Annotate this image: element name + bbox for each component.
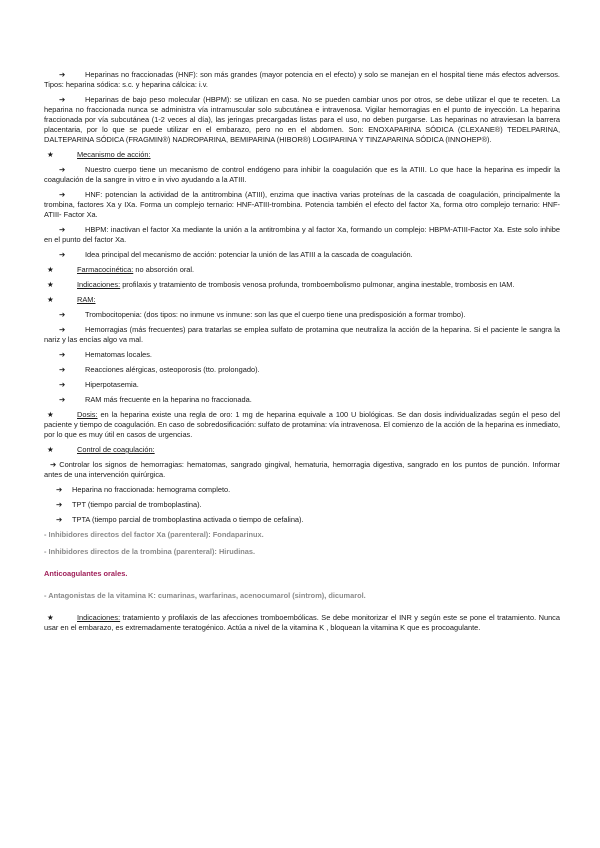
paragraph-indicaciones xyxy=(44,280,560,290)
paragraph-dosis xyxy=(44,410,560,440)
indicaciones-title: Indicaciones: xyxy=(77,280,121,289)
arrow-icon: ➔ xyxy=(59,70,66,79)
text-hnf: Heparinas no fraccionadas (HNF): son más grandes (mayor potencia en el efecto) y solo se manejan en el hospital tiene más efectos adversos. Tipos: heparina sódica: s.c. y heparina cálcica: i.v. xyxy=(44,70,560,89)
arrow-icon: ➔ xyxy=(59,190,66,199)
star-icon: ★ xyxy=(47,280,54,289)
arrow-icon: ➔ xyxy=(56,500,63,509)
heading-mecanismo xyxy=(44,150,560,160)
star-icon: ★ xyxy=(47,295,54,304)
arrow-icon: ➔ xyxy=(59,250,66,259)
inhibidores-trombina: - Inhibidores directos de la trombina (parenteral): Hirudinas. xyxy=(44,547,256,556)
arrow-icon: ➔ xyxy=(59,380,66,389)
arrow-icon: ➔ xyxy=(59,395,66,404)
arrow-icon: ➔ xyxy=(59,325,66,334)
control-item xyxy=(44,460,560,480)
arrow-icon: ➔ xyxy=(59,310,66,319)
arrow-icon: ➔ xyxy=(59,225,66,234)
arrow-icon: ➔ xyxy=(59,95,66,104)
indicaciones-orales-title: Indicaciones: xyxy=(77,613,121,622)
ram-text: Reacciones alérgicas, osteoporosis (tto. prolongado). xyxy=(85,365,260,374)
indicaciones-orales-text: tratamiento y profilaxis de las afecciones tromboembólicas. Se debe monitorizar el INR y según este se pone el tratamiento. Nunca usar en el embarazo, es extremadamente teratogénico. Actúa a nivel de la vitamina K , bloquean la vitamina K que es procoagulante. xyxy=(44,613,560,632)
text-mecanismo-hbpm: HBPM: inactivan el factor Xa mediante la unión a la antitrombina y al factor Xa, formando un complejo: HBPM-ATIII-Factor Xa. Este solo inhibe en el punto del factor Xa. xyxy=(44,225,560,244)
control-text: Controlar los signos de hemorragias: hematomas, sangrado gingival, hematuria, hemorragia digestiva, sangrado en los puntos de punción. Informar antes de una intervención quirúrgica. xyxy=(44,460,560,479)
control-title: Control de coagulación: xyxy=(77,445,155,454)
control-item xyxy=(44,515,560,525)
ram-title: RAM: xyxy=(77,295,96,304)
arrow-icon: ➔ xyxy=(50,460,57,469)
control-text: TPT (tiempo parcial de tromboplastina). xyxy=(72,500,202,509)
antagonistas-vitamina-k: - Antagonistas de la vitamina K: cumarinas, warfarinas, acenocumarol (sintrom), dicumarol. xyxy=(44,591,366,600)
paragraph-mecanismo-hnf xyxy=(44,190,560,220)
control-text: Heparina no fraccionada: hemograma completo. xyxy=(72,485,231,494)
star-icon: ★ xyxy=(47,613,54,622)
ram-text: Hemorragias (más frecuentes) para tratarlas se emplea sulfato de protamina que neutraliza la acción de la heparina. Si el paciente le sangra la nariz y las encías algo va mal. xyxy=(44,325,560,344)
ram-text: Hiperpotasemia. xyxy=(85,380,139,389)
heading-ram xyxy=(44,295,560,305)
ram-text: Hematomas locales. xyxy=(85,350,152,359)
ram-item xyxy=(44,365,560,375)
text-mecanismo-hnf: HNF: potencian la actividad de la antitrombina (ATIII), enzima que inactiva varias proteínas de la cascada de coagulación, principalmente la trombina, factores Xa y IXa. Forma un complejo ternario: HNF-ATIII-trombina. Potencia también el efecto del factor Xa, forma otro complejo ternario: HNF-ATIII- Factor Xa. xyxy=(44,190,560,219)
paragraph-mecanismo-hbpm xyxy=(44,225,560,245)
ram-item xyxy=(44,350,560,360)
text-mecanismo-1: Nuestro cuerpo tiene un mecanismo de control endógeno para inhibir la coagulación que es la ATIII. Lo que hace la heparina es impedir la coagulación de la sangre in vitro e in vivo ayudando a la ATIII. xyxy=(44,165,560,184)
paragraph-farmacocinetica xyxy=(44,265,560,275)
arrow-icon: ➔ xyxy=(56,515,63,524)
indicaciones-text: profilaxis y tratamiento de trombosis venosa profunda, tromboembolismo pulmonar, angina inestable, trombosis en IAM. xyxy=(120,280,515,289)
arrow-icon: ➔ xyxy=(56,485,63,494)
farmacocinetica-title: Farmacocinética: xyxy=(77,265,134,274)
dosis-title: Dosis: xyxy=(77,410,98,419)
star-icon: ★ xyxy=(47,445,54,454)
control-text: TPTA (tiempo parcial de tromboplastina activada o tiempo de cefalina). xyxy=(72,515,304,524)
star-icon: ★ xyxy=(47,150,54,159)
paragraph-hbpm xyxy=(44,95,560,145)
anticoagulantes-orales-heading: Anticoagulantes orales. xyxy=(44,569,128,578)
ram-item xyxy=(44,380,560,390)
ram-item xyxy=(44,310,560,320)
text-hbpm: Heparinas de bajo peso molecular (HBPM): se utilizan en casa. No se pueden cambiar unos por otros, se debe utilizar el que te receten. La heparina no fraccionada nunca se administra vía intramuscular solo subcutánea e intravenosa. Vigilar hemorragias en el punto de inyección. La heparina fraccionada por vía subcutánea (1-2 veces al día), las jeringas precargadas listas para el uso, no deben purgarse. Las heparinas no atraviesan la barrera placentaria, por lo que se puede utilizar en el embarazo, pero no en el abdomen. Son: ENOXAPARINA SÓDICA (CLEXANE®) TEDELPARINA, DALTEPARINA SÓDICA (FRAGMIN®) NADROPARINA, BEMIPARINA (HIBOR®) LOGIPARINA Y TINZAPARINA SÓDICA (INNOHEP®). xyxy=(44,95,560,144)
ram-text: RAM más frecuente en la heparina no fraccionada. xyxy=(85,395,252,404)
ram-item xyxy=(44,325,560,345)
ram-text: Trombocitopenia: (dos tipos: no inmune vs inmune: son las que el cuerpo tiene una predisposición a formar trombo). xyxy=(85,310,466,319)
paragraph-indicaciones-orales xyxy=(44,613,560,633)
mecanismo-title: Mecanismo de acción: xyxy=(77,150,151,159)
dosis-text: en la heparina existe una regla de oro: 1 mg de heparina equivale a 100 U biológicas. Se dan dosis individualizadas según el peso del paciente y tiempo de coagulación. En caso de sobredosificación: sulfato de protamina: vía intravenosa. El comienzo de la acción de la heparina es inmediato, por lo que es muy útil en casos de urgencias. xyxy=(44,410,561,439)
inhibidores-factor-xa: - Inhibidores directos del factor Xa (parenteral): Fondaparinux. xyxy=(44,530,264,539)
ram-item xyxy=(44,395,560,405)
control-item xyxy=(44,500,560,510)
document-page xyxy=(44,70,560,633)
paragraph-mecanismo-1 xyxy=(44,165,560,185)
paragraph-idea-principal xyxy=(44,250,560,260)
control-item xyxy=(44,485,560,495)
arrow-icon: ➔ xyxy=(59,365,66,374)
arrow-icon: ➔ xyxy=(59,165,66,174)
farmacocinetica-text: no absorción oral. xyxy=(133,265,195,274)
text-idea-principal: Idea principal del mecanismo de acción: potenciar la unión de las ATIII a la cascada de coagulación. xyxy=(85,250,413,259)
paragraph-hnf xyxy=(44,70,560,90)
star-icon: ★ xyxy=(47,265,54,274)
star-icon: ★ xyxy=(47,410,54,419)
heading-control xyxy=(44,445,560,455)
arrow-icon: ➔ xyxy=(59,350,66,359)
